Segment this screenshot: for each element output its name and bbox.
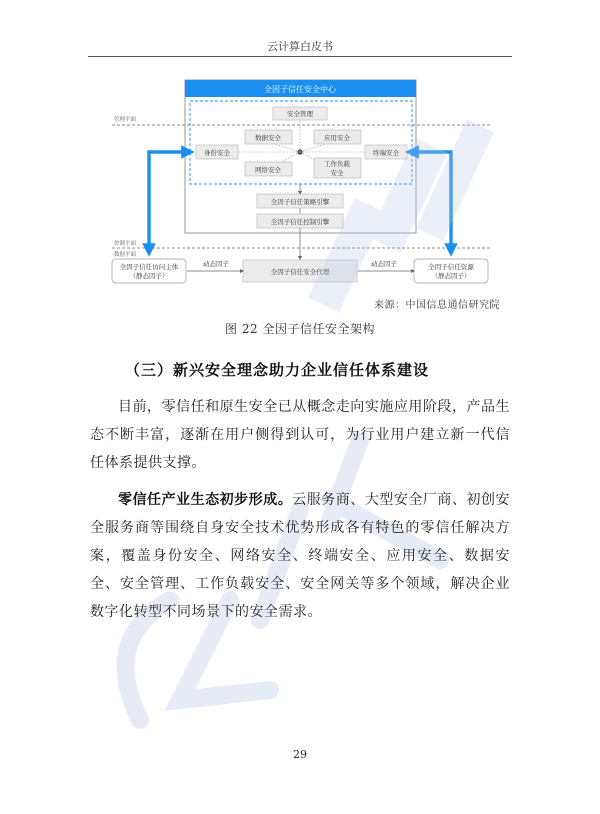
terminal-security-text: 终端安全 bbox=[373, 149, 399, 157]
control-engine-text: 全因子信任控制引擎 bbox=[270, 218, 330, 226]
control-plane-label: 控制平面 bbox=[114, 241, 137, 247]
running-header: 云计算白皮书 bbox=[267, 40, 333, 53]
paragraph-1: 目前，零信任和原生安全已从概念走向实施应用阶段，产品生态不断丰富，逐渐在用户侧得到认可，为行业用户建立新一代信任体系提供支撑。 bbox=[90, 399, 510, 471]
figure-source: 来源：中国信息通信研究院 bbox=[374, 300, 500, 311]
paragraph-2-lead: 零信任产业生态初步形成。 bbox=[118, 492, 293, 508]
network-security-text: 网络安全 bbox=[255, 166, 281, 174]
dynamic-factor-right: 动态因子 bbox=[371, 260, 397, 268]
dynamic-factor-left: 动态因子 bbox=[203, 260, 229, 268]
resource-text-2: （静态因子） bbox=[431, 272, 471, 280]
architecture-diagram bbox=[0, 0, 600, 330]
figure-caption: 图 22 全因子信任安全架构 bbox=[225, 322, 375, 336]
security-center-title: 全因子信任安全中心 bbox=[264, 85, 336, 94]
app-security-text: 应用安全 bbox=[324, 134, 350, 142]
paragraph-2 bbox=[90, 486, 510, 626]
data-security-text: 数据安全 bbox=[255, 134, 281, 142]
identity-security-text: 身份安全 bbox=[204, 149, 230, 157]
access-subject-text-2: （静态因子） bbox=[129, 272, 169, 280]
page-number: 29 bbox=[293, 748, 307, 761]
data-plane-label: 数据平面 bbox=[114, 252, 137, 258]
paragraph-2-body: 云服务商、大型安全厂商、初创安全服务商等围绕自身安全技术优势形成各有特色的零信任解决方案，覆盖身份安全、网络安全、终端安全、应用安全、数据安全、安全管理、工作负载安全、安全网关等多个领域，解决企业数字化转型不同场景下的安全需求。 bbox=[90, 492, 511, 620]
policy-engine-text: 全因子信任策略引擎 bbox=[270, 198, 330, 206]
management-plane-label: 管理平面 bbox=[114, 117, 137, 123]
right-blue-arrow bbox=[412, 152, 451, 250]
workload-security-text-1: 工作负载 bbox=[324, 160, 350, 168]
security-management-text: 安全管理 bbox=[287, 110, 313, 118]
resource-text-1: 全因子信任资源 bbox=[428, 263, 474, 271]
left-blue-arrow bbox=[149, 152, 188, 250]
workload-security-text-2: 安全 bbox=[330, 169, 344, 177]
access-subject-text-1: 全因子信任访问主体 bbox=[119, 263, 179, 271]
security-proxy-text: 全因子信任安全代理 bbox=[270, 268, 330, 276]
section-heading: （三）新兴安全理念助力企业信任体系建设 bbox=[125, 361, 430, 379]
